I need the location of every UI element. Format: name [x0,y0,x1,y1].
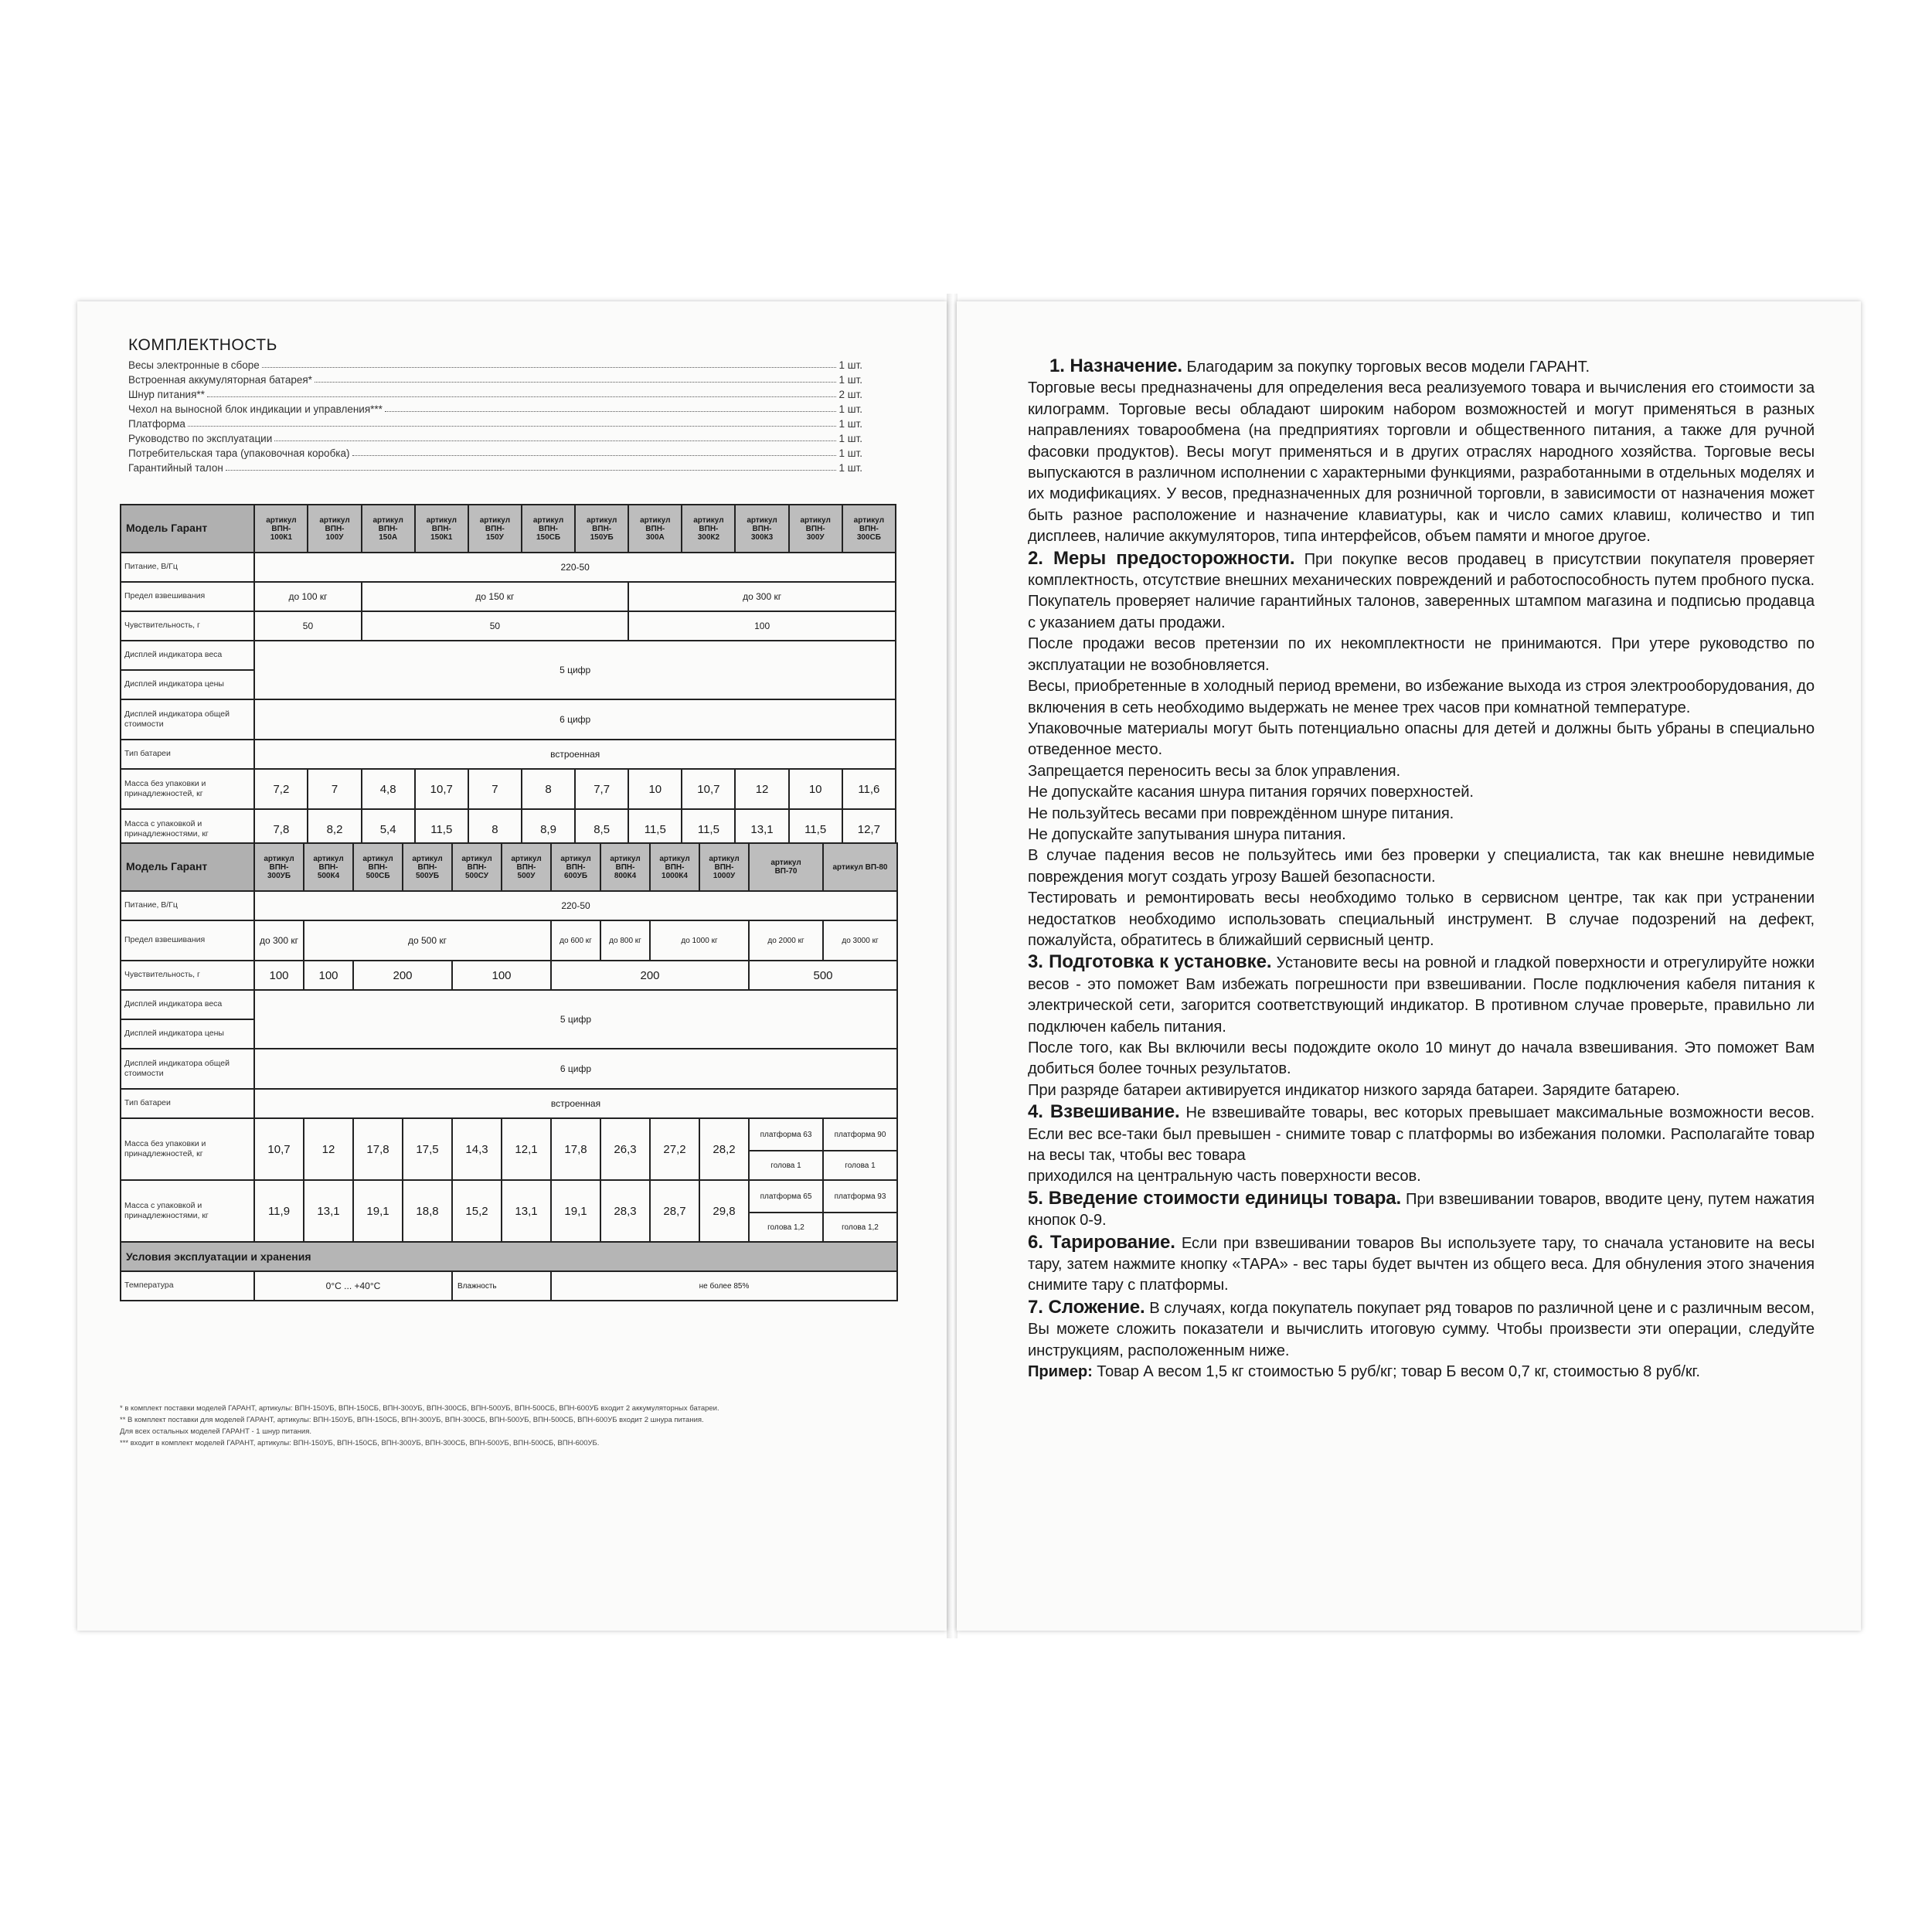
paragraph: После продажи весов претензии по их некомплектности не принимаются. При утере руководство по эксплуатации не возобновляется. [1028,635,1815,674]
table-cell: до 150 кг [362,582,629,611]
table-cell: голова 1 [749,1151,823,1180]
kit-item-name: Весы электронные в сборе [128,359,260,371]
row-label: Предел взвешивания [121,920,254,961]
example [1028,1362,1815,1383]
table-cell: 7,8 [254,809,308,849]
table-cell: 15,2 [452,1180,502,1242]
table-cell: 19,1 [353,1180,403,1242]
section-7 [1028,1297,1815,1362]
table-cell: до 300 кг [628,582,896,611]
article-header: артикул ВПН- 150А [362,505,415,553]
paragraph: После того, как Вы включили весы подождите около 10 минут до начала взвешивания. Это поможет Вам добиться более точных результатов. [1028,1039,1815,1078]
table-cell: 11,9 [254,1180,304,1242]
section-lead: Благодарим за покупку торговых весов модели ГАРАНТ. [1186,359,1590,376]
section-lead: Не взвешивайте товары, вес которых превышает максимальные возможности весов. Если вес все-таки был превышен - снимите товар с платформы во избежания поломки. Располагайте товар на весы так, чтобы вес товара [1028,1104,1815,1165]
article-header: артикул ВПН- 150УБ [575,505,628,553]
table-cell: встроенная [254,740,896,769]
kit-item [128,400,862,415]
article-header: артикул ВПН- 300У [789,505,842,553]
leader-dots [352,455,837,456]
row-label: Масса без упаковки и принадлежностей, кг [121,769,254,809]
left-page [77,301,947,1631]
table-cell: 50 [362,611,629,641]
kit-item [128,444,862,459]
paragraph: Запрещается переносить весы за блок управления. [1028,762,1400,780]
kit-item-name: Шнур питания** [128,389,205,400]
table-cell: 7,2 [254,769,308,809]
kit-item [128,459,862,474]
row-label: Дисплей индикатора веса [121,641,254,670]
article-header: артикул ВПН- 600УБ [551,843,600,891]
table-cell: 14,3 [452,1118,502,1180]
table-cell: голова 1 [823,1151,897,1180]
section-5 [1028,1188,1815,1232]
table-cell: 220-50 [254,891,897,920]
section-lead: При покупке весов продавец в присутствии покупателя проверяет комплектность, отсутствие внешних механических повреждений и работоспособность путем пробного пуска. Покупатель проверяет наличие гарантийных талонов, заверенных штампом магазина и подписью продавца с указанием даты продажи. [1028,550,1815,631]
row-label: Чувствительность, г [121,611,254,641]
section-3 [1028,951,1815,1038]
table-cell: 13,1 [735,809,788,849]
article-header: артикул ВПН- 500УБ [403,843,452,891]
kit-item [128,371,862,386]
table-cell: платформа 90 [823,1118,897,1151]
table-cell: 7 [308,769,361,809]
kit-item-qty: 1 шт. [838,447,862,459]
section-lead: Если при взвешивании товаров Вы используете тару, то сначала установите на весы тару, затем нажмите кнопку «ТАРА» - вес тары будет вычтен из общего веса. Для обнуления этого значения снимите тару с платформы. [1028,1234,1815,1294]
kit-section [128,336,862,474]
section-title: 3. Подготовка к установке. [1028,951,1272,973]
row-label: Питание, В/Гц [121,891,254,920]
model-header: Модель Гарант [121,843,254,891]
table-cell: 18,8 [403,1180,452,1242]
conditions-header: Условия эксплуатации и хранения [121,1242,897,1271]
table-cell: 7 [468,769,522,809]
table-row [121,990,897,1019]
table-cell: 12,7 [842,809,896,849]
table-cell: 200 [551,961,749,990]
table-cell: 13,1 [304,1180,353,1242]
kit-item-name: Встроенная аккумуляторная батарея* [128,374,312,386]
table-cell: до 600 кг [551,920,600,961]
table-cell: 11,5 [789,809,842,849]
table-cell: 11,5 [628,809,682,849]
leader-dots [274,440,836,441]
leader-dots [188,426,837,427]
kit-title: КОМПЛЕКТНОСТЬ [128,336,277,354]
table-cell: до 1000 кг [650,920,749,961]
footnote: *** входит в комплект моделей ГАРАНТ, артикулы: ВПН-150УБ, ВПН-150СБ, ВПН-300УБ, ВПН-300СБ, ВПН-500УБ, ВПН-500СБ, ВПН-600УБ. [120,1439,600,1447]
article-header: артикул ВПН- 500СУ [452,843,502,891]
leader-dots [385,411,837,412]
paragraph: При разряде батареи активируется индикатор низкого заряда батареи. Зарядите батарею. [1028,1081,1680,1099]
table-cell: до 3000 кг [823,920,897,961]
section-title: 1. Назначение. [1049,355,1182,376]
table-cell: 12 [735,769,788,809]
article-header: артикул ВПН- 500У [502,843,551,891]
table-cell: 7,7 [575,769,628,809]
table-cell: 8,5 [575,809,628,849]
section-1 [1028,355,1815,378]
table-row [121,1118,897,1151]
table-row [121,1271,897,1301]
table-cell: Влажность [452,1271,551,1301]
kit-item [128,430,862,444]
kit-item [128,356,862,371]
paragraph: Не допускайте запутывания шнура питания. [1028,825,1346,843]
article-header: артикул ВПН- 150К1 [415,505,468,553]
table-cell: 5 цифр [254,990,897,1049]
article-header: артикул ВПН- 300К3 [735,505,788,553]
model-header: Модель Гарант [121,505,254,553]
footnote: ** В комплект поставки для моделей ГАРАНТ, артикулы: ВПН-150УБ, ВПН-150СБ, ВПН-300УБ, ВПН-300СБ, ВПН-500УБ, ВПН-500СБ, ВПН-600УБ входит 2 шнура питания. [120,1416,704,1424]
table-cell: 28,7 [650,1180,699,1242]
footnotes [120,1403,900,1449]
table-cell: до 500 кг [304,920,551,961]
table-cell: платформа 93 [823,1180,897,1213]
table-cell: 100 [254,961,304,990]
table-cell: 28,2 [699,1118,749,1180]
table-row [121,1049,897,1089]
paragraph: Не допускайте касания шнура питания горячих поверхностей. [1028,784,1474,801]
article-header: артикул ВПН- 300К2 [682,505,735,553]
table-cell: не более 85% [551,1271,897,1301]
table-cell: до 2000 кг [749,920,823,961]
table-cell: 5 цифр [254,641,896,699]
booklet-spine [947,294,957,1638]
table-cell: 8,2 [308,809,361,849]
table-cell: платформа 63 [749,1118,823,1151]
table-cell: до 800 кг [600,920,650,961]
row-label: Дисплей индикатора общей стоимости [121,1049,254,1089]
table-row [121,769,896,809]
paragraph: Не пользуйтесь весами при повреждённом шнуре питания. [1028,804,1454,822]
table-cell: 8,9 [522,809,575,849]
table-cell: платформа 65 [749,1180,823,1213]
table-cell: 500 [749,961,897,990]
article-header: артикул ВПН- 100У [308,505,361,553]
table-cell: 19,1 [551,1180,600,1242]
table-cell: 17,8 [551,1118,600,1180]
section-title: 7. Сложение. [1028,1296,1145,1318]
table-cell: 5,4 [362,809,415,849]
section-6 [1028,1232,1815,1297]
table-row [121,1180,897,1213]
table-cell: 10 [789,769,842,809]
paragraph: Весы, приобретенные в холодный период времени, во избежание выхода из строя электрооборудования, до включения в сеть необходимо выдержать не менее трех часов при комнатной температуре. [1028,678,1815,716]
row-label: Дисплей индикатора цены [121,670,254,699]
table-cell: 11,6 [842,769,896,809]
table-cell: 29,8 [699,1180,749,1242]
table-row [121,740,896,769]
right-page [957,301,1861,1631]
article-header: артикул ВПН- 300УБ [254,843,304,891]
row-label: Дисплей индикатора общей стоимости [121,699,254,740]
row-label: Чувствительность, г [121,961,254,990]
table-row [121,961,897,990]
article-header: артикул ВПН- 500К4 [304,843,353,891]
table-header-row [121,843,897,891]
section-lead: При взвешивании товаров, вводите цену, путем нажатия кнопок 0-9. [1028,1190,1815,1230]
kit-item-qty: 1 шт. [838,374,862,386]
table-cell: 11,5 [682,809,735,849]
spec-table-2 [120,842,898,1301]
table-cell: 10 [628,769,682,809]
table-row [121,641,896,670]
row-label: Масса с упаковкой и принадлежностями, кг [121,1180,254,1242]
article-header: артикул ВПН- 150У [468,505,522,553]
table-row [121,611,896,641]
table-cell: голова 1,2 [823,1213,897,1242]
article-header: артикул ВПН- 100К1 [254,505,308,553]
kit-item-qty: 1 шт. [838,462,862,474]
table-cell: 10,7 [254,1118,304,1180]
kit-item-qty: 1 шт. [838,418,862,430]
kit-item-name: Гарантийный талон [128,462,223,474]
kit-list [128,356,862,474]
section-title: 4. Взвешивание. [1028,1101,1180,1123]
table-cell: 8 [468,809,522,849]
table-cell: 100 [452,961,551,990]
table-cell: 13,1 [502,1180,551,1242]
table-cell: 220-50 [254,553,896,582]
table-cell: 28,3 [600,1180,650,1242]
kit-item-qty: 1 шт. [838,433,862,444]
spec-table-1 [120,504,896,850]
article-header: артикул ВПН- 150СБ [522,505,575,553]
row-label: Тип батареи [121,1089,254,1118]
table-cell: 100 [304,961,353,990]
table-cell: 17,5 [403,1118,452,1180]
table-row [121,553,896,582]
table-cell: 0°С ... +40°С [254,1271,452,1301]
article-header: артикул ВП-80 [823,843,897,891]
leader-dots [226,470,837,471]
row-label: Температура [121,1271,254,1301]
section-lead: Установите весы на ровной и гладкой поверхности и отрегулируйте ножки весов - это поможет Вам избежать погрешности при взвешивании. После подключения кабеля питания к электрической сети, загорится соответствующий индикатор. В противном случае проверьте, правильно ли подключен кабель питания. [1028,954,1815,1036]
table-cell: 4,8 [362,769,415,809]
kit-item [128,415,862,430]
section-title: 6. Тарирование. [1028,1231,1175,1253]
article-header: артикул ВП-70 [749,843,823,891]
row-label: Предел взвешивания [121,582,254,611]
table-row [121,1089,897,1118]
table-cell: 8 [522,769,575,809]
table-cell: 100 [628,611,896,641]
table-cell: 200 [353,961,452,990]
article-header: артикул ВПН- 300А [628,505,682,553]
table-cell: 17,8 [353,1118,403,1180]
leader-dots [262,367,837,368]
kit-item-name: Руководство по эксплуатации [128,433,273,444]
section-2 [1028,548,1815,634]
section-lead: В случаях, когда покупатель покупает ряд товаров по различной цене и с различным весом, Вы можете сложить показатели и вычислить итоговую сумму. Чтобы произвести эти операции, следуйте инструкциям, расположенным ниже. [1028,1299,1815,1359]
footnote: * в комплект поставки моделей ГАРАНТ, артикулы: ВПН-150УБ, ВПН-150СБ, ВПН-300УБ, ВПН-300СБ, ВПН-500УБ, ВПН-500СБ, ВПН-600УБ входит 2 аккумуляторных батареи. [120,1404,719,1413]
row-label: Дисплей индикатора цены [121,1019,254,1049]
table-cell: 10,7 [415,769,468,809]
section-4 [1028,1101,1815,1166]
example-label: Пример: [1028,1363,1093,1381]
table-row [121,699,896,740]
footnote: Для всех остальных моделей ГАРАНТ - 1 шнур питания. [120,1427,311,1436]
article-header: артикул ВПН- 1000У [699,843,749,891]
row-label: Дисплей индикатора веса [121,990,254,1019]
table-cell: 6 цифр [254,1049,897,1089]
table-cell: 26,3 [600,1118,650,1180]
kit-item-name: Платформа [128,418,185,430]
table-cell: до 100 кг [254,582,361,611]
leader-dots [207,396,837,397]
paragraph: Упаковочные материалы могут быть потенциально опасны для детей и должны быть убраны в специально отведенное место. [1028,719,1815,759]
manual-text [1028,355,1815,1383]
table-cell: 6 цифр [254,699,896,740]
paragraph: приходился на центральную часть поверхности весов. [1028,1168,1421,1185]
kit-item-qty: 1 шт. [838,403,862,415]
table-cell: 50 [254,611,361,641]
table-cell: до 300 кг [254,920,304,961]
table-row [121,891,897,920]
example-text: Товар А весом 1,5 кг стоимостью 5 руб/кг; товар Б весом 0,7 кг, стоимостью 8 руб/кг. [1097,1363,1700,1381]
article-header: артикул ВПН- 500СБ [353,843,403,891]
section-title: 5. Введение стоимости единицы товара. [1028,1187,1402,1209]
kit-item-name: Потребительская тара (упаковочная коробка) [128,447,350,459]
article-header: артикул ВПН- 300СБ [842,505,896,553]
row-label: Питание, В/Гц [121,553,254,582]
row-label: Масса с упаковкой и принадлежностями, кг [121,809,254,849]
paragraph: Торговые весы предназначены для определения веса реализуемого товара и вычисления его стоимости за килограмм. Торговые весы обладают широким набором возможностей и могут применяться в разных направлениях товарообмена (на предприятиях торговли и общественного питания, а также для ручной фасовки продуктов). Весы могут применяться и в других отраслях народного хозяйства. Торговые весы выпускаются в различном исполнении с характерными функциями, разработанными в отдельных моделях и их модификациях. У весов, предназначенных для розничной торговли, в зависимости от назначения может быть разное расположение и назначение клавиатуры, как и число самих клавиш, количество и тип дисплеев, наличие аккумуляторов, типа интерфейсов, объем памяти и многое другое. [1028,379,1815,546]
article-header: артикул ВПН- 1000К4 [650,843,699,891]
table-row [121,920,897,961]
table-cell: 12,1 [502,1118,551,1180]
kit-item [128,386,862,400]
kit-item-qty: 1 шт. [838,359,862,371]
row-label: Масса без упаковки и принадлежностей, кг [121,1118,254,1180]
section-title: 2. Меры предосторожности. [1028,547,1295,569]
table-header-row [121,505,896,553]
paragraph: В случае падения весов не пользуйтесь ими без проверки у специалиста, так как внешне невидимые повреждения могут создать угрозу Вашей безопасности. [1028,847,1815,886]
table-cell: 10,7 [682,769,735,809]
table-cell: встроенная [254,1089,897,1118]
table-cell: 27,2 [650,1118,699,1180]
paragraph: Тестировать и ремонтировать весы необходимо только в сервисном центре, так как при устранении недостатков необходимо использовать специальный инструмент. В случае подозрений на дефект, пожалуйста, обратитесь в ближайший сервисный центр. [1028,889,1815,949]
kit-item-qty: 2 шт. [838,389,862,400]
table-row [121,582,896,611]
table-row [121,1242,897,1271]
table-cell: 12 [304,1118,353,1180]
table-cell: 11,5 [415,809,468,849]
row-label: Тип батареи [121,740,254,769]
table-cell: голова 1,2 [749,1213,823,1242]
kit-item-name: Чехол на выносной блок индикации и управления*** [128,403,383,415]
leader-dots [315,382,837,383]
article-header: артикул ВПН- 800К4 [600,843,650,891]
